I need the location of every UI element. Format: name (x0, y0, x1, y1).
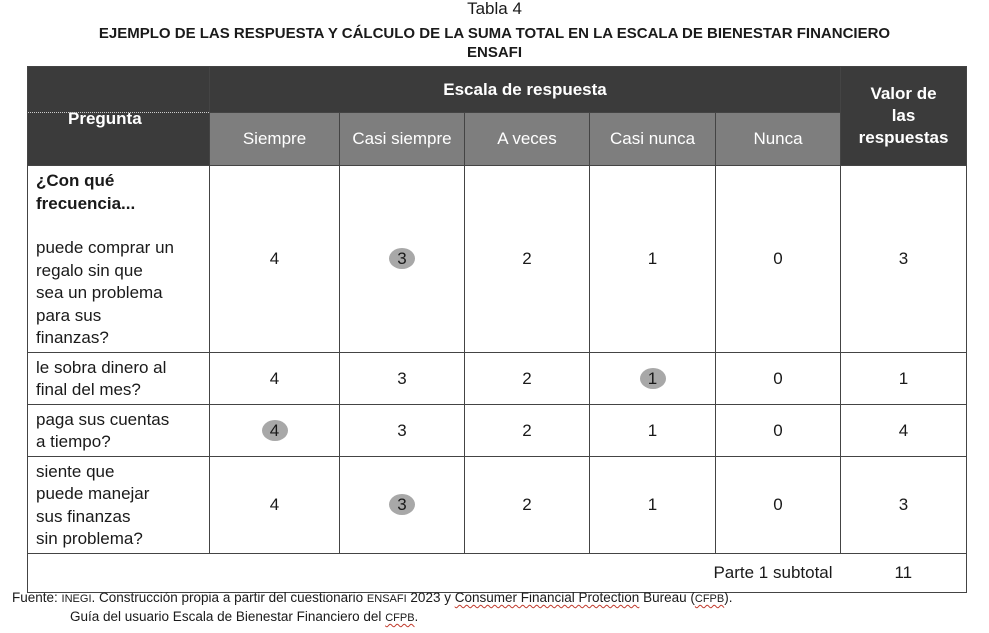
response-value: 1 (898, 368, 909, 388)
table-row (28, 352, 967, 404)
selected-score-cell: 3 (389, 248, 415, 269)
score-cell: 2 (522, 420, 532, 440)
response-value: 3 (898, 249, 909, 269)
table-subtitle-line1: EJEMPLO DE LAS RESPUESTA Y CÁLCULO DE LA SUMA TOTAL EN LA ESCALA DE BIENESTAR FINANCIERO (98, 25, 891, 42)
value-header-line1: Valor de (870, 84, 937, 103)
scale-option: Casi siempre (340, 113, 465, 166)
header-divider (28, 112, 209, 113)
inegi-abbr: INEGI (61, 593, 92, 605)
subtotal-value: 11 (894, 562, 913, 582)
table-subtitle (40, 24, 949, 62)
score-cell: 0 (773, 420, 783, 440)
pregunta-header-label: Pregunta (68, 109, 142, 128)
table-title: Tabla 4 (467, 0, 522, 18)
score-cell: 4 (269, 368, 280, 388)
subtotal-row (28, 553, 967, 592)
score-cell: 3 (397, 368, 407, 388)
question-line: puede comprar un (36, 238, 174, 257)
score-cell: 2 (522, 249, 532, 269)
ensafi-abbr: ENSAFI (366, 593, 407, 605)
subtotal-label-cell (28, 553, 841, 592)
source-footnote (12, 589, 732, 627)
cfpb-abbr: CFPB (385, 612, 415, 624)
score-cell: 1 (647, 249, 658, 269)
footnote-text: . Construcción propia a partir del cuestionario (91, 590, 364, 605)
question-line: siente que (36, 461, 115, 481)
subtotal-label: Parte 1 subtotal (713, 562, 833, 582)
score-cell: 1 (647, 495, 658, 514)
scale-header (210, 67, 841, 113)
score-cell: 4 (269, 495, 280, 514)
question-line: paga sus cuentas (36, 409, 170, 429)
pregunta-header (28, 67, 210, 166)
question-line: puede manejar (36, 484, 150, 503)
scale-option: A veces (465, 113, 590, 166)
question-cell (28, 404, 210, 456)
table-subtitle-line2: ENSAFI (466, 44, 522, 61)
selected-score-cell: 1 (640, 368, 666, 389)
table-row (28, 404, 967, 456)
question-line: para sus (36, 305, 102, 325)
value-header (841, 67, 967, 166)
scale-option: Casi nunca (590, 113, 716, 166)
table-row (28, 166, 967, 353)
selected-score-cell: 3 (389, 494, 415, 515)
question-lead: ¿Con qué frecuencia... (36, 171, 136, 213)
scale-header-label: Escala de respuesta (443, 79, 607, 99)
question-line: finanzas? (36, 328, 109, 347)
footnote-text: Guía del usuario Escala de Bienestar Financiero del (70, 609, 382, 624)
scale-option: Nunca (716, 113, 841, 166)
question-line: final del mes? (36, 380, 141, 399)
response-scale-table (27, 66, 967, 593)
score-cell: 1 (647, 420, 658, 440)
footnote-line1 (12, 590, 732, 605)
footnote-text: . (414, 609, 419, 624)
question-line: sus finanzas (36, 506, 131, 526)
selected-score-cell: 4 (262, 420, 288, 441)
cfpb-abbr: CFPB (694, 593, 725, 605)
question-line: sea un problema (36, 283, 163, 302)
footnote-line2 (12, 608, 732, 627)
question-cell (28, 456, 210, 553)
fuente-label: Fuente: (12, 590, 58, 605)
response-value: 4 (898, 420, 909, 440)
response-value: 3 (898, 495, 909, 514)
score-cell: 0 (773, 368, 783, 388)
question-line: sin problema? (36, 529, 143, 548)
footnote-text: 2023 y (410, 590, 451, 605)
score-cell: 4 (269, 249, 280, 269)
value-header-line2: las (891, 106, 916, 125)
table-row (28, 456, 967, 553)
cfpb-name: Consumer Financial Protection (454, 590, 640, 605)
score-cell: 3 (397, 420, 407, 440)
scale-option: Siempre (210, 113, 340, 166)
question-cell (28, 166, 210, 353)
value-header-line3: respuestas (858, 128, 949, 147)
subtotal-value-cell (841, 553, 967, 592)
footnote-text: ). (724, 590, 733, 605)
score-cell: 2 (522, 495, 532, 514)
score-cell: 0 (773, 495, 783, 514)
question-line: a tiempo? (36, 432, 111, 451)
question-line: le sobra dinero al (36, 357, 167, 377)
question-cell (28, 352, 210, 404)
footnote-text: Bureau ( (643, 590, 695, 605)
question-line: regalo sin que (36, 260, 143, 280)
score-cell: 0 (773, 249, 783, 269)
score-cell: 2 (522, 368, 532, 388)
